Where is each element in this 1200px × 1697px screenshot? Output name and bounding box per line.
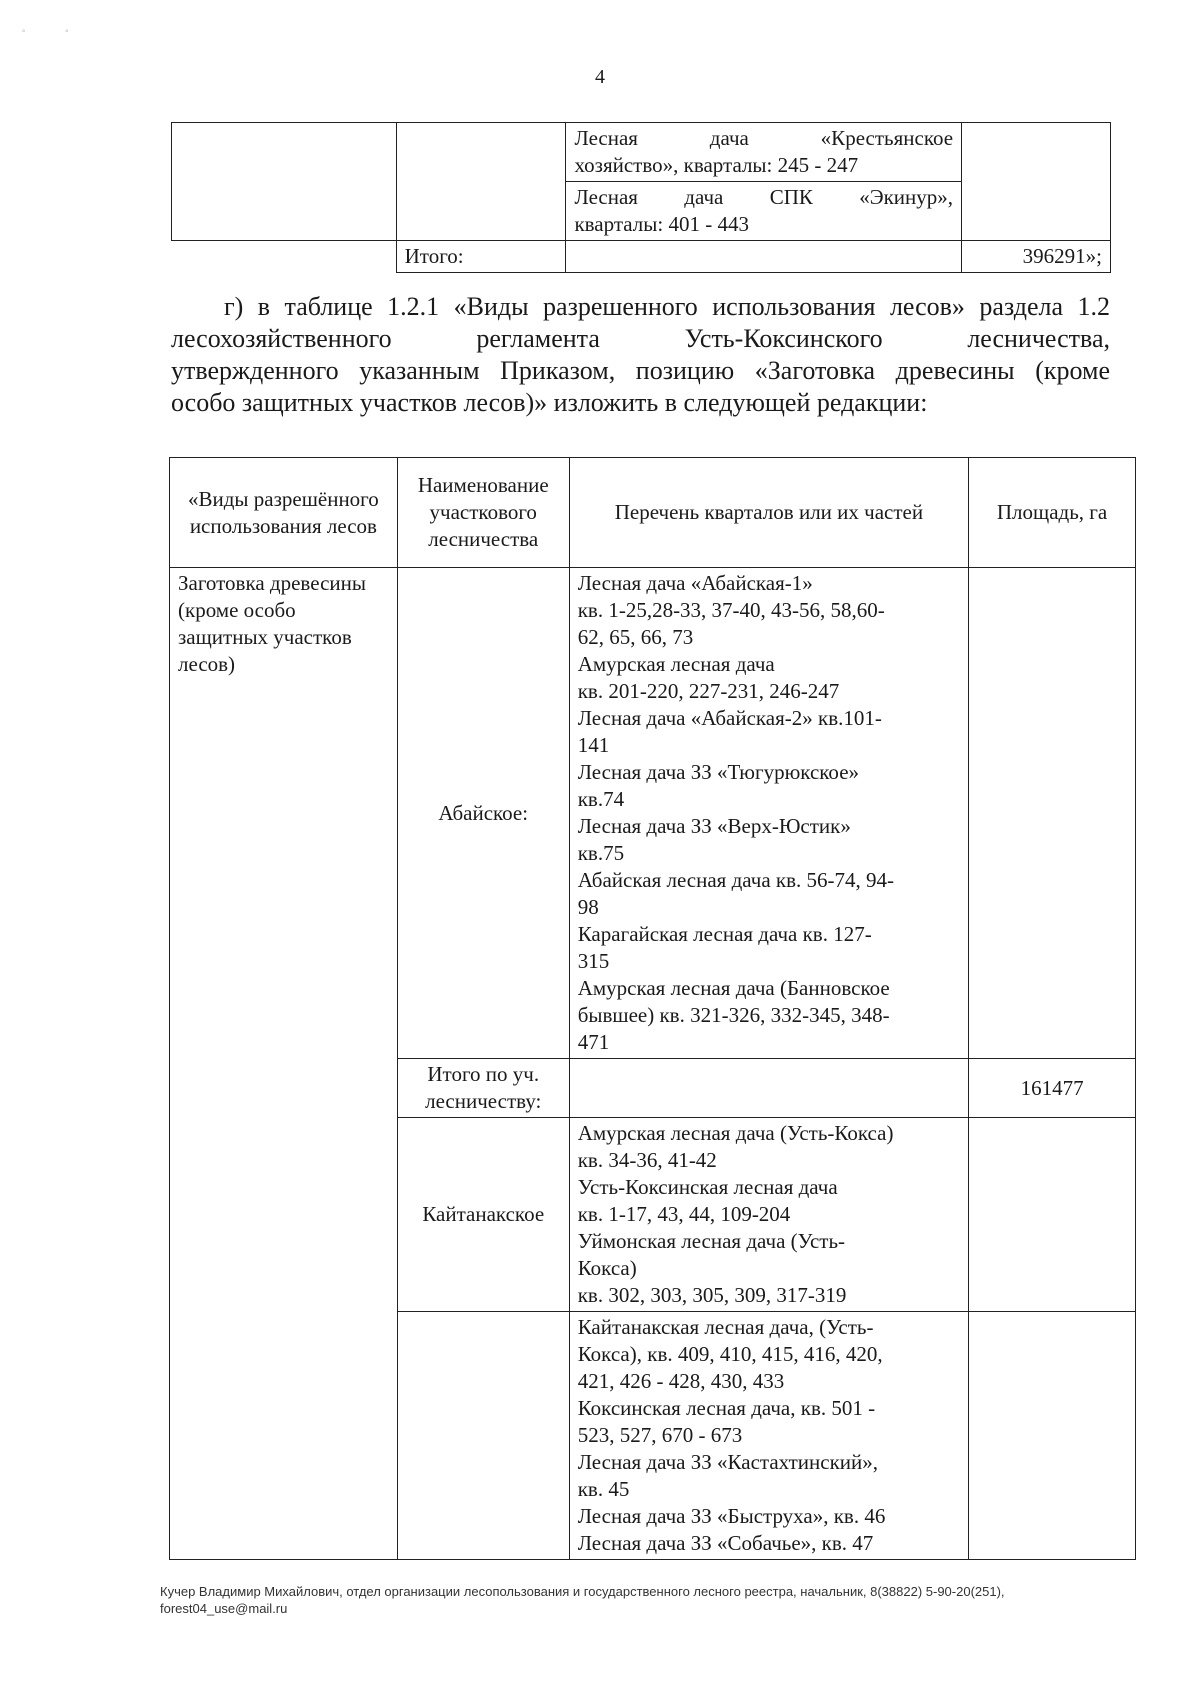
footer-contact: Кучер Владимир Михайлович, отдел организации лесопользования и государственного лесного реестра, начальник, 8(38822) 5-90-20(251), forest04_use@mail.ru [160,1584,1005,1616]
page-number: 4 [595,66,605,88]
quarter-line: бывшее) кв. 321-326, 332-345, 348- [577,1003,890,1027]
empty-cell [969,568,1136,1059]
header-area: Площадь, га [969,458,1136,568]
quarter-line: кв.75 [577,841,625,865]
quarter-line: Усть-Коксинская лесная дача [577,1175,838,1199]
quarter-line: Амурская лесная дача [577,652,775,676]
paragraph-line: особо защитных участков лесов)» изложить в следующей редакции: [171,388,928,417]
quarter-line: кв. 45 [577,1477,630,1501]
quarter-line: Лесная дача ЗЗ «Тюгурюкское» [577,760,860,784]
quarter-line: Лесная дача ЗЗ «Быструха», кв. 46 [577,1504,886,1528]
district-abaiskoe: Абайское: [397,568,569,1059]
quarter-line: 471 [577,1030,610,1054]
district-kaitanakskoe: Кайтанакское [397,1118,569,1312]
quarter-line: кв.74 [577,787,625,811]
empty-cell [969,1118,1136,1312]
subtotal-value: 161477 [969,1059,1136,1118]
quarter-line: 523, 527, 670 - 673 [577,1423,743,1447]
quarter-line: кв. 302, 303, 305, 309, 317-319 [577,1283,847,1307]
header-quarters: Перечень кварталов или их частей [569,458,968,568]
quarter-line: Лесная дача ЗЗ «Собачье», кв. 47 [577,1531,874,1555]
quarter-line: 141 [577,733,610,757]
quarter-line: 315 [577,949,610,973]
quarter-line: Кокса), кв. 409, 410, 415, 416, 420, [577,1342,883,1366]
amendment-paragraph [171,291,1110,419]
quarter-line: кв. 34-36, 41-42 [577,1148,717,1172]
quarter-line: Лесная дача ЗЗ «Верх-Юстик» [577,814,851,838]
scan-specks: ° ° [22,28,69,37]
quarter-line: 98 [577,895,599,919]
quarter-entry [566,123,962,182]
empty-cell [172,123,397,241]
header-use-type: «Виды разрешённого использования лесов [170,458,398,568]
paragraph-line: лесохозяйственного регламента Усть-Коксинского лесничества, [171,324,1110,353]
quarter-line: Лесная дача «Абайская-1» [577,571,813,595]
quarters-abaiskoe [569,568,968,1059]
quarter-line: 62, 65, 66, 73 [577,625,694,649]
quarter-line: Лесная дача СПК «Экинур», [574,185,954,209]
quarter-line: Кайтанакская лесная дача, (Усть- [577,1315,874,1339]
empty-cell [566,241,962,273]
quarter-line: Уймонская лесная дача (Усть- [577,1229,846,1253]
continued-table [171,122,1111,273]
quarter-line: кв. 201-220, 227-231, 246-247 [577,679,840,703]
quarter-line: Абайская лесная дача кв. 56-74, 94- [577,868,894,892]
quarter-line: хозяйство», кварталы: 245 - 247 [574,153,859,177]
empty-cell [569,1059,968,1118]
total-value: 396291»; [962,241,1111,273]
quarter-entry [566,182,962,241]
use-type-cell: Заготовка древесины (кроме особо защитных участков лесов) [170,568,398,1560]
quarter-line: Лесная дача «Крестьянское [574,126,954,150]
subtotal-label: Итого по уч. лесничеству: [397,1059,569,1118]
empty-cell [396,123,566,241]
quarters-continued [569,1312,968,1560]
total-label: Итого: [396,241,566,273]
empty-cell [962,123,1111,241]
quarter-line: Лесная дача «Абайская-2» кв.101- [577,706,882,730]
quarter-line: Кокса) [577,1256,637,1280]
empty-cell [397,1312,569,1560]
quarter-line: Коксинская лесная дача, кв. 501 - [577,1396,876,1420]
quarter-line: 421, 426 - 428, 430, 433 [577,1369,785,1393]
quarter-line: кварталы: 401 - 443 [574,212,749,236]
empty-cell [969,1312,1136,1560]
quarter-line: Карагайская лесная дача кв. 127- [577,922,872,946]
quarter-line: кв. 1-25,28-33, 37-40, 43-56, 58,60- [577,598,885,622]
paragraph-line: г) в таблице 1.2.1 «Виды разрешенного использования лесов» раздела 1.2 [224,292,1110,321]
quarters-kaitanakskoe [569,1118,968,1312]
paragraph-line: утвержденного указанным Приказом, позицию «Заготовка древесины (кроме [171,356,1110,385]
empty-cell [172,241,397,273]
quarter-line: Лесная дача ЗЗ «Кастахтинский», [577,1450,879,1474]
quarter-line: Амурская лесная дача (Усть-Кокса) [577,1121,894,1145]
header-district: Наименование участкового лесничества [397,458,569,568]
quarter-line: кв. 1-17, 43, 44, 109-204 [577,1202,791,1226]
quarter-line: Амурская лесная дача (Банновское [577,976,890,1000]
forest-use-table [169,457,1136,1560]
